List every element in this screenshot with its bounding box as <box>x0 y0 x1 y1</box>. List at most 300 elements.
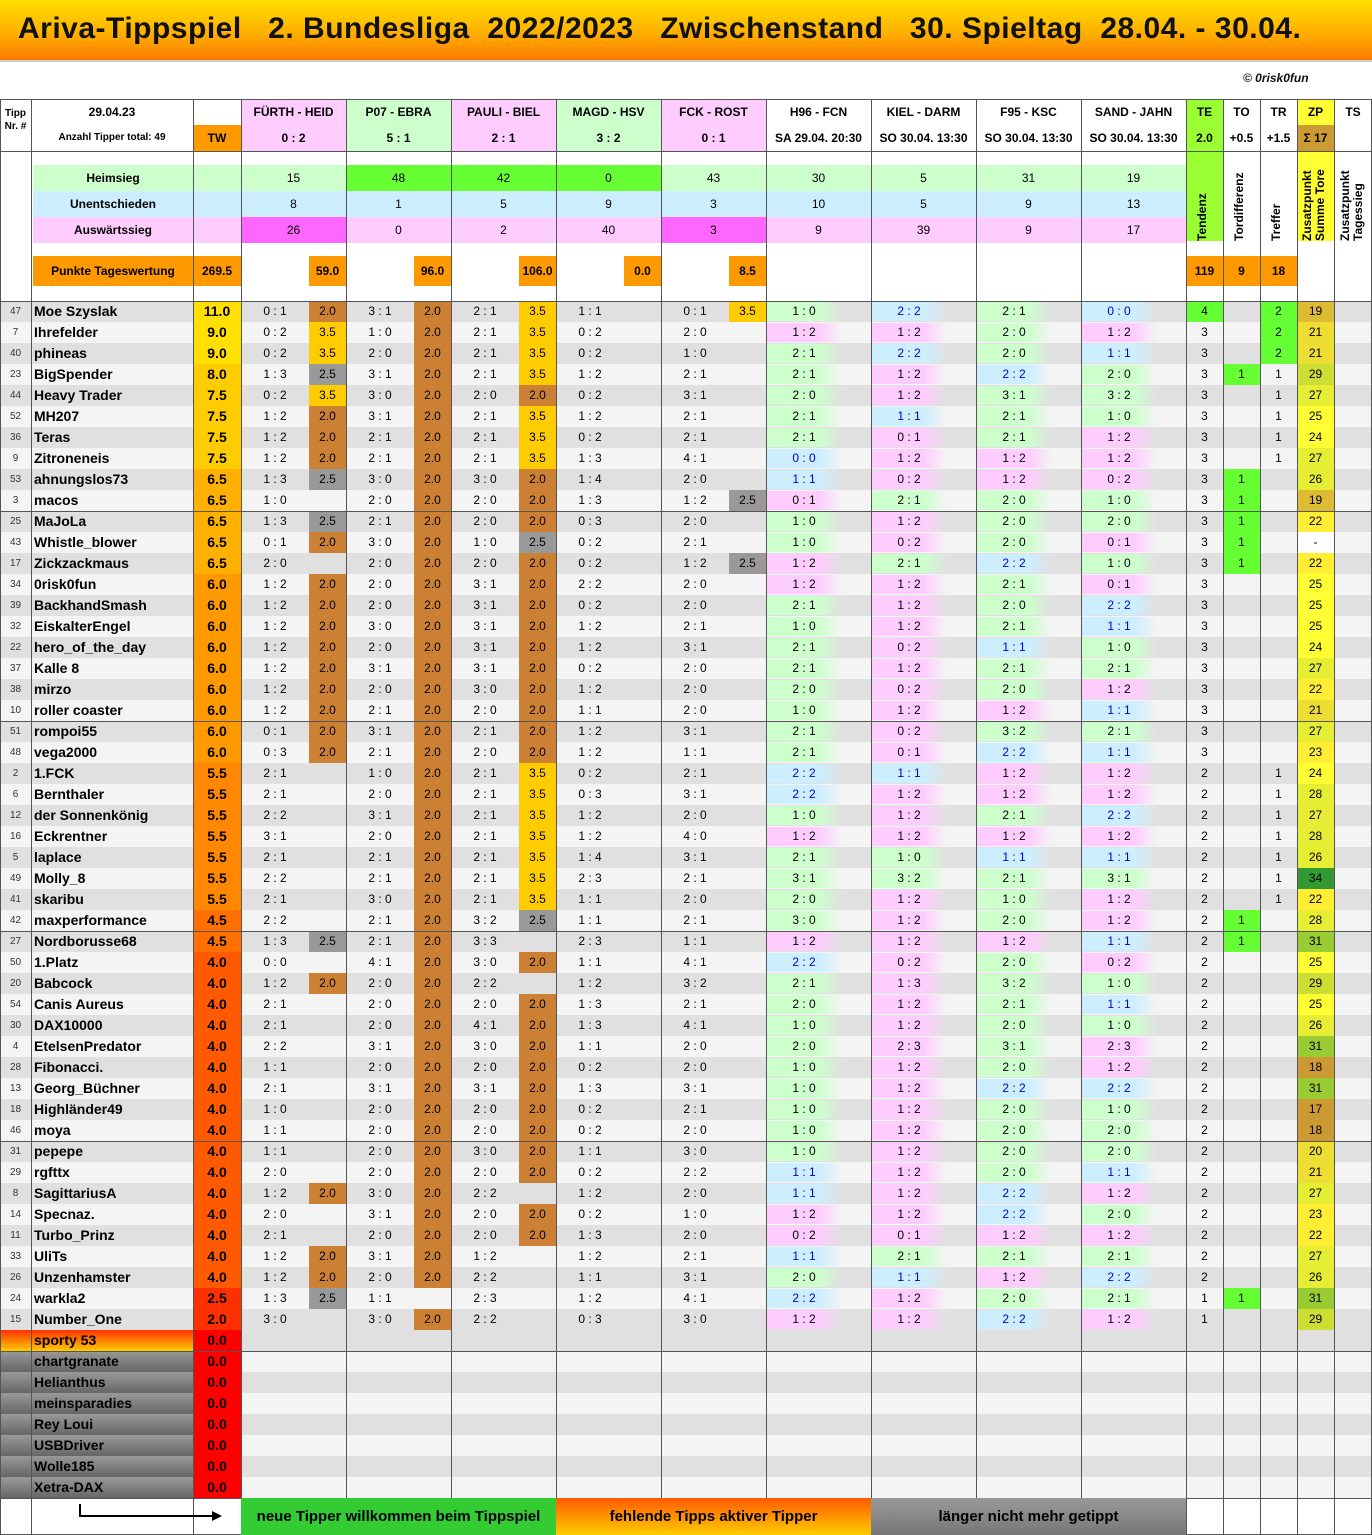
tip-points: 2.0 <box>309 574 346 595</box>
tip-value: 2 : 1 <box>683 766 707 780</box>
tipper-number: 54 <box>9 999 22 1010</box>
open-tip: 0 : 1 <box>766 491 842 510</box>
tip-value: 2 : 0 <box>368 1060 392 1074</box>
tw-score: 4.5 <box>193 910 241 931</box>
zp-cell: 24 <box>1297 637 1334 658</box>
tip-value: 2 : 1 <box>473 766 497 780</box>
ts-cell <box>1334 301 1372 322</box>
tip-points: 3.5 <box>519 448 556 469</box>
ts-cell <box>1334 1225 1372 1246</box>
open-tip: 1 : 2 <box>871 1121 947 1140</box>
tip-value: 3 : 2 <box>683 976 707 990</box>
ts-cell <box>1334 1246 1372 1267</box>
tip-value: 3 : 1 <box>368 409 392 423</box>
tipper-number: 51 <box>9 726 22 737</box>
te-cell: 2 <box>1201 1060 1208 1074</box>
tr-value: +1.5 <box>1260 125 1297 151</box>
tip-points: 3.5 <box>519 826 556 847</box>
open-tip: 1 : 2 <box>766 1310 842 1329</box>
tip-value: 2 : 2 <box>263 808 287 822</box>
tw-score: 6.5 <box>193 532 241 553</box>
tr-cell: 1 <box>1275 451 1282 465</box>
te-cell: 3 <box>1201 472 1208 486</box>
tip-value: 1 : 1 <box>578 955 602 969</box>
te-cell: 2 <box>1201 1270 1208 1284</box>
zp-cell: 28 <box>1297 826 1334 847</box>
legend-missing: fehlende Tipps aktiver Tipper <box>556 1498 871 1535</box>
tw-score: 4.5 <box>193 931 241 952</box>
tip-points: 2.0 <box>414 826 451 847</box>
ts-cell <box>1334 406 1372 427</box>
open-tip: 1 : 2 <box>871 1205 947 1224</box>
tipper-number: 4 <box>12 1041 19 1052</box>
tipper-name: Highländer49 <box>34 1101 123 1117</box>
open-tip: 1 : 2 <box>871 1100 947 1119</box>
zp-cell: 17 <box>1297 1099 1334 1120</box>
open-tip: 0 : 2 <box>871 638 947 657</box>
tip-value: 3 : 1 <box>263 829 287 843</box>
tip-value: 3 : 1 <box>473 1081 497 1095</box>
tip-points: 2.0 <box>519 1204 556 1225</box>
to-cell <box>1223 679 1260 700</box>
tip-value: 0 : 2 <box>578 1123 602 1137</box>
zp-header: ZP <box>1297 99 1334 125</box>
open-tip: 1 : 1 <box>871 764 947 783</box>
tip-value: 2 : 1 <box>473 430 497 444</box>
open-tip: 2 : 0 <box>976 512 1052 531</box>
tip-points: 2.0 <box>309 658 346 679</box>
open-tip: 1 : 2 <box>1081 323 1157 342</box>
zp-cell: - <box>1297 532 1334 553</box>
tw-score: 4.0 <box>193 1057 241 1078</box>
tip-value: 1 : 2 <box>263 1186 287 1200</box>
tw-score: 4.0 <box>193 994 241 1015</box>
open-tip: 1 : 2 <box>976 701 1052 720</box>
tw-score: 4.0 <box>193 1162 241 1183</box>
stat-blank <box>193 217 241 243</box>
te-header: TE <box>1186 99 1223 125</box>
game-result: 0 : 2 <box>241 125 346 151</box>
zp-cell: 24 <box>1297 763 1334 784</box>
tip-points: 2.0 <box>414 1099 451 1120</box>
grid-line <box>346 99 347 1535</box>
open-tip: 1 : 2 <box>976 932 1052 951</box>
zp-cell: 31 <box>1297 931 1334 952</box>
open-tip: 1 : 2 <box>871 323 947 342</box>
tip-value: 0 : 2 <box>263 325 287 339</box>
tipper-number: 23 <box>9 369 22 380</box>
tw-score: 7.5 <box>193 385 241 406</box>
tip-value: 2 : 1 <box>263 787 287 801</box>
tip-value: 0 : 2 <box>578 1102 602 1116</box>
open-tip: 1 : 2 <box>766 827 842 846</box>
tipper-number: 50 <box>9 957 22 968</box>
tipper-number: 47 <box>9 306 22 317</box>
tip-value: 2 : 0 <box>683 598 707 612</box>
open-tip: 2 : 0 <box>976 344 1052 363</box>
te-cell: 2 <box>1201 1186 1208 1200</box>
tip-value: 1 : 2 <box>578 1249 602 1263</box>
open-tip: 1 : 2 <box>1081 890 1157 909</box>
to-cell <box>1223 994 1260 1015</box>
tip-value: 0 : 3 <box>578 787 602 801</box>
tr-cell: 1 <box>1275 367 1282 381</box>
tip-points: 2.0 <box>414 721 451 742</box>
zp-cell: 28 <box>1297 910 1334 931</box>
tip-points: 2.0 <box>414 679 451 700</box>
te-cell: 3 <box>1201 367 1208 381</box>
tipper-number: 15 <box>9 1314 22 1325</box>
zp-cell: 25 <box>1297 616 1334 637</box>
stat-unent: 5 <box>451 191 556 217</box>
tipper-name: rgfttx <box>34 1164 70 1180</box>
open-tip: 1 : 2 <box>871 449 947 468</box>
open-tip: 2 : 0 <box>976 596 1052 615</box>
tip-points: 2.0 <box>414 1225 451 1246</box>
te-cell: 2 <box>1201 1102 1208 1116</box>
open-tip: 1 : 2 <box>1081 911 1157 930</box>
open-tip: 2 : 1 <box>871 491 947 510</box>
open-tip: 0 : 1 <box>871 743 947 762</box>
open-tip: 3 : 1 <box>976 386 1052 405</box>
tip-value: 0 : 2 <box>263 388 287 402</box>
open-tip: 1 : 1 <box>1081 995 1157 1014</box>
open-tip: 2 : 0 <box>976 533 1052 552</box>
tip-value: 1 : 3 <box>578 493 602 507</box>
tip-value: 3 : 1 <box>683 850 707 864</box>
to-cell: 1 <box>1223 511 1260 532</box>
open-tip: 1 : 1 <box>976 848 1052 867</box>
zp-cell: 27 <box>1297 448 1334 469</box>
game-result: SO 30.04. 13:30 <box>871 125 976 151</box>
tipper-name: pepepe <box>34 1143 84 1159</box>
tip-value: 2 : 1 <box>368 871 392 885</box>
tip-value: 3 : 0 <box>368 535 392 549</box>
tw-score: 6.0 <box>193 679 241 700</box>
tip-value: 2 : 1 <box>683 619 707 633</box>
ts-cell <box>1334 1078 1372 1099</box>
open-tip: 1 : 2 <box>1081 1184 1157 1203</box>
zp-cell: 26 <box>1297 847 1334 868</box>
to-cell: 1 <box>1223 931 1260 952</box>
tr-cell <box>1260 1099 1297 1120</box>
open-tip: 2 : 2 <box>871 302 947 321</box>
tip-value: 2 : 0 <box>683 1186 707 1200</box>
tip-value: 1 : 2 <box>263 598 287 612</box>
zp-cell: 21 <box>1297 700 1334 721</box>
tip-value: 3 : 0 <box>263 1312 287 1326</box>
game-result: SO 30.04. 13:30 <box>1081 125 1186 151</box>
zp-cell: 20 <box>1297 1141 1334 1162</box>
tr-cell <box>1260 1078 1297 1099</box>
tipper-number: 8 <box>12 1188 19 1199</box>
zp-cell: 27 <box>1297 385 1334 406</box>
to-cell: 1 <box>1223 532 1260 553</box>
tipper-number: 16 <box>9 831 22 842</box>
open-tip: 1 : 0 <box>766 1016 842 1035</box>
open-tip: 1 : 1 <box>1081 344 1157 363</box>
tw-score: 2.5 <box>193 1288 241 1309</box>
tipper-number: 5 <box>12 852 19 863</box>
tipper-number: 18 <box>9 1104 22 1115</box>
tip-value: 1 : 0 <box>473 535 497 549</box>
tip-value: 1 : 1 <box>578 1144 602 1158</box>
tipper-name: meinsparadies <box>34 1395 133 1411</box>
tw-score: 4.0 <box>193 1246 241 1267</box>
open-tip: 2 : 1 <box>766 974 842 993</box>
tip-value: 2 : 1 <box>263 1081 287 1095</box>
zp-cell: 25 <box>1297 574 1334 595</box>
zp-cell: 22 <box>1297 1225 1334 1246</box>
open-tip: 1 : 1 <box>1081 848 1157 867</box>
ts-cell <box>1334 1141 1372 1162</box>
te-cell: 2 <box>1201 997 1208 1011</box>
tr-cell <box>1260 721 1297 742</box>
open-tip: 1 : 2 <box>871 1184 947 1203</box>
tip-points: 3.5 <box>519 868 556 889</box>
te-cell: 2 <box>1201 934 1208 948</box>
tip-value: 1 : 1 <box>578 304 602 318</box>
grid-line <box>1297 99 1298 1535</box>
open-tip: 2 : 0 <box>1081 512 1157 531</box>
tr-cell <box>1260 1204 1297 1225</box>
ts-cell <box>1334 679 1372 700</box>
tip-value: 3 : 1 <box>473 577 497 591</box>
open-tip: 2 : 0 <box>976 953 1052 972</box>
tip-points: 3.5 <box>519 889 556 910</box>
open-tip: 1 : 2 <box>871 659 947 678</box>
tip-points: 2.0 <box>309 448 346 469</box>
grid-line <box>0 1141 1372 1142</box>
tip-value: 2 : 1 <box>473 787 497 801</box>
tip-points: 2.0 <box>414 1204 451 1225</box>
open-tip: 1 : 0 <box>1081 491 1157 510</box>
ts-cell <box>1334 1309 1372 1330</box>
tw-score: 5.5 <box>193 805 241 826</box>
tip-value: 1 : 2 <box>263 577 287 591</box>
open-tip: 2 : 1 <box>766 659 842 678</box>
tipper-number: 6 <box>12 789 19 800</box>
open-tip: 1 : 2 <box>1081 785 1157 804</box>
tip-value: 1 : 3 <box>263 514 287 528</box>
tipper-number: 49 <box>9 873 22 884</box>
tip-points: 3.5 <box>519 427 556 448</box>
tip-value: 1 : 2 <box>263 619 287 633</box>
tipper-number: 43 <box>9 537 22 548</box>
tr-cell <box>1260 742 1297 763</box>
tip-value: 2 : 1 <box>683 430 707 444</box>
zp-cell: 23 <box>1297 1204 1334 1225</box>
stat-label-unent: Unentschieden <box>33 191 193 217</box>
tw-score: 6.0 <box>193 616 241 637</box>
tip-value: 2 : 1 <box>683 871 707 885</box>
te-cell: 3 <box>1201 724 1208 738</box>
tip-value: 2 : 0 <box>683 514 707 528</box>
tipper-name: BigSpender <box>34 366 113 382</box>
tipper-name: Helianthus <box>34 1374 106 1390</box>
tip-value: 3 : 1 <box>473 640 497 654</box>
te-cell: 3 <box>1201 619 1208 633</box>
tr-cell: 1 <box>1275 787 1282 801</box>
open-tip: 1 : 1 <box>871 407 947 426</box>
tipper-name: Specnaz. <box>34 1206 95 1222</box>
tip-value: 2 : 1 <box>368 430 392 444</box>
ts-cell <box>1334 1099 1372 1120</box>
tip-value: 2 : 1 <box>368 703 392 717</box>
ts-cell <box>1334 574 1372 595</box>
legend-new: neue Tipper willkommen beim Tippspiel <box>241 1498 556 1535</box>
zp-cell: 21 <box>1297 322 1334 343</box>
tr-cell <box>1260 973 1297 994</box>
open-tip: 2 : 0 <box>976 1100 1052 1119</box>
te-cell: 3 <box>1201 577 1208 591</box>
te-cell: 2 <box>1201 1039 1208 1053</box>
tipper-number: 33 <box>9 1251 22 1262</box>
open-tip: 1 : 2 <box>871 911 947 930</box>
tip-value: 2 : 0 <box>368 829 392 843</box>
tip-points: 2.0 <box>519 994 556 1015</box>
open-tip: 1 : 2 <box>1081 428 1157 447</box>
open-tip: 2 : 0 <box>976 1121 1052 1140</box>
tr-cell: 1 <box>1275 808 1282 822</box>
open-tip: 1 : 1 <box>766 1247 842 1266</box>
tr-cell <box>1260 1120 1297 1141</box>
zp-cell: 18 <box>1297 1057 1334 1078</box>
tr-cell: 2 <box>1260 343 1297 364</box>
tip-value: 2 : 0 <box>368 577 392 591</box>
open-tip: 1 : 0 <box>1081 1016 1157 1035</box>
tip-value: 1 : 2 <box>578 619 602 633</box>
open-tip: 2 : 1 <box>871 554 947 573</box>
tip-points: 2.0 <box>414 1036 451 1057</box>
tipper-number: 12 <box>9 810 22 821</box>
open-tip: 2 : 0 <box>766 890 842 909</box>
tip-value: 2 : 0 <box>683 1123 707 1137</box>
tr-cell: 1 <box>1275 388 1282 402</box>
tw-score: 0.0 <box>193 1330 241 1351</box>
zp-cell: 27 <box>1297 1183 1334 1204</box>
tipper-number: 11 <box>10 1230 21 1241</box>
zp-cell: 25 <box>1297 952 1334 973</box>
open-tip: 2 : 1 <box>1081 1289 1157 1308</box>
tip-points: 2.0 <box>414 868 451 889</box>
tip-value: 4 : 1 <box>683 1291 707 1305</box>
tip-value: 0 : 2 <box>578 1207 602 1221</box>
tip-value: 1 : 3 <box>263 934 287 948</box>
open-tip: 2 : 0 <box>976 680 1052 699</box>
tip-points: 2.5 <box>519 532 556 553</box>
tip-value: 3 : 1 <box>368 1039 392 1053</box>
tip-value: 2 : 0 <box>683 1228 707 1242</box>
open-tip: 2 : 1 <box>976 407 1052 426</box>
to-cell <box>1223 322 1260 343</box>
open-tip: 2 : 1 <box>871 1247 947 1266</box>
tip-points: 2.0 <box>519 658 556 679</box>
open-tip: 2 : 0 <box>1081 1205 1157 1224</box>
open-tip: 2 : 2 <box>766 953 842 972</box>
tip-value: 1 : 4 <box>578 850 602 864</box>
tip-value: 2 : 2 <box>473 1312 497 1326</box>
tip-points: 2.0 <box>519 1141 556 1162</box>
open-tip: 2 : 2 <box>766 1289 842 1308</box>
open-tip: 1 : 0 <box>1081 974 1157 993</box>
to-cell <box>1223 343 1260 364</box>
tipper-name: MH207 <box>34 408 80 424</box>
tip-value: 3 : 1 <box>473 619 497 633</box>
te-cell: 3 <box>1201 745 1208 759</box>
grid-line <box>1081 99 1082 1535</box>
column-long-label: Treffer <box>1269 203 1283 241</box>
tip-value: 2 : 1 <box>683 535 707 549</box>
te-cell: 2 <box>1201 1123 1208 1137</box>
tr-cell <box>1260 532 1297 553</box>
te-cell: 2 <box>1201 829 1208 843</box>
tip-value: 2 : 0 <box>368 493 392 507</box>
stat-heim: 42 <box>451 165 556 191</box>
open-tip: 2 : 1 <box>766 722 842 741</box>
tip-value: 2 : 0 <box>263 1207 287 1221</box>
tr-cell <box>1260 469 1297 490</box>
tip-value: 4 : 1 <box>683 1018 707 1032</box>
open-tip: 2 : 0 <box>976 1163 1052 1182</box>
open-tip: 2 : 2 <box>976 1310 1052 1329</box>
grid-line <box>0 931 1372 932</box>
tip-value: 2 : 1 <box>473 304 497 318</box>
tipper-name: Wolle185 <box>34 1458 95 1474</box>
tip-points: 2.0 <box>519 1099 556 1120</box>
tip-value: 2 : 0 <box>473 745 497 759</box>
tw-score: 4.0 <box>193 1225 241 1246</box>
tip-value: 2 : 1 <box>683 1249 707 1263</box>
open-tip: 1 : 0 <box>1081 1100 1157 1119</box>
stat-ausw: 9 <box>766 217 871 243</box>
tr-cell <box>1260 511 1297 532</box>
tw-score: 5.5 <box>193 826 241 847</box>
zp-cell: 31 <box>1297 1036 1334 1057</box>
open-tip: 3 : 2 <box>1081 386 1157 405</box>
grid-line <box>0 721 1372 722</box>
tip-value: 3 : 1 <box>683 1270 707 1284</box>
tip-value: 2 : 2 <box>473 976 497 990</box>
open-tip: 1 : 2 <box>871 365 947 384</box>
open-tip: 1 : 2 <box>871 1310 947 1329</box>
to-cell <box>1223 1120 1260 1141</box>
tipper-number: 36 <box>9 432 22 443</box>
tip-value: 2 : 0 <box>683 703 707 717</box>
grid-line <box>0 99 1372 100</box>
tip-value: 2 : 1 <box>473 892 497 906</box>
tipper-number: 52 <box>9 411 22 422</box>
tip-value: 1 : 2 <box>263 640 287 654</box>
ts-cell <box>1334 742 1372 763</box>
column-long-label: Zusatzpunkt Tagessieg <box>1338 170 1365 241</box>
stat-unent: 5 <box>871 191 976 217</box>
tr-cell: 2 <box>1260 322 1297 343</box>
open-tip: 2 : 2 <box>1081 1268 1157 1287</box>
tip-points: 2.0 <box>414 994 451 1015</box>
tip-value: 2 : 1 <box>683 997 707 1011</box>
tip-value: 0 : 2 <box>578 1165 602 1179</box>
stat-ausw: 17 <box>1081 217 1186 243</box>
tw-score: 4.0 <box>193 1267 241 1288</box>
open-tip: 2 : 0 <box>976 1289 1052 1308</box>
stat-ausw: 2 <box>451 217 556 243</box>
ts-cell <box>1334 805 1372 826</box>
tr-cell <box>1260 1057 1297 1078</box>
tip-points: 3.5 <box>729 301 766 322</box>
te-cell: 2 <box>1201 766 1208 780</box>
to-cell <box>1223 763 1260 784</box>
